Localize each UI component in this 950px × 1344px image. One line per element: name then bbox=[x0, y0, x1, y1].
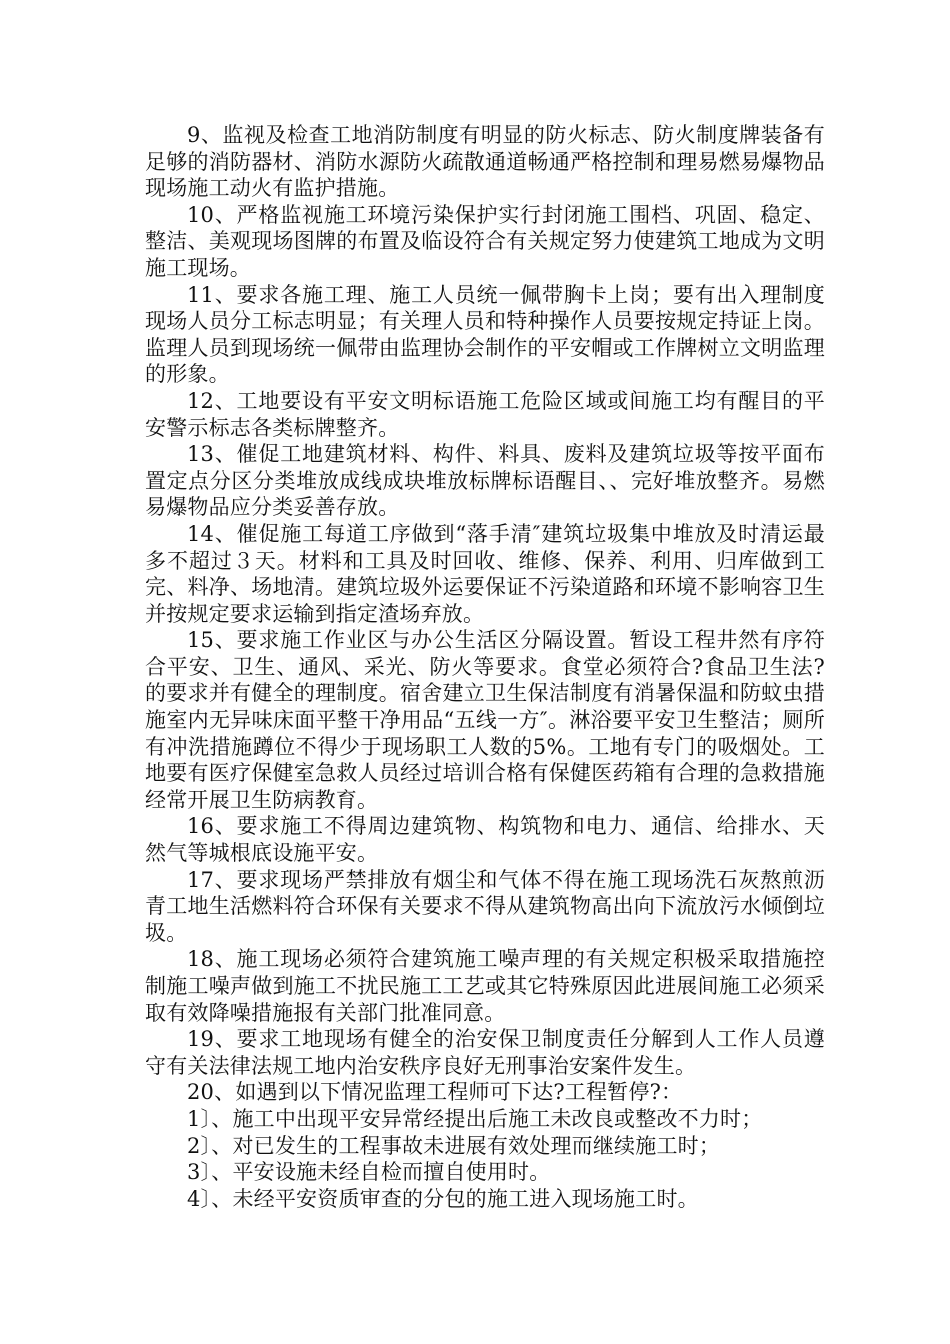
paragraph-item-15: 15、要求施工作业区与办公生活区分隔设置。暂设工程井然有序符合平安、卫生、通风、采光、防火等要求。食堂必须符合?食品卫生法?的要求并有健全的理制度。宿舍建立卫生保洁制度有消暑保温和防蚊虫措施室内无异味床面平整干净用品“五线一方″。淋浴要平安卫生整洁；厕所有冲洗措施蹲位不得少于现场职工人数的5%。工地有专门的吸烟处。工地要有医疗保健室急救人员经过培训合格有保健医药箱有合理的急救措施经常开展卫生防病教育。 bbox=[145, 628, 825, 812]
paragraph-item-20: 20、如遇到以下情况监理工程师可下达?工程暂停?： bbox=[187, 1080, 683, 1105]
paragraph-item-12: 12、工地要设有平安文明标语施工危险区域或间施工均有醒目的平安警示标志各类标牌整齐。 bbox=[145, 388, 825, 440]
sub-item-4: 4〕、未经平安资质审查的分包的施工进入现场施工时。 bbox=[187, 1186, 699, 1211]
paragraph-item-10: 10、严格监视施工环境污染保护实行封闭施工围档、巩固、稳定、整洁、美观现场图牌的布置及临设符合有关规定努力使建筑工地成为文明施工现场。 bbox=[145, 202, 825, 280]
sub-item-3: 3〕、平安设施未经自检而擅自使用时。 bbox=[187, 1160, 551, 1185]
paragraph-item-18: 18、施工现场必须符合建筑施工噪声理的有关规定积极采取措施控制施工噪声做到施工不扰民施工工艺或其它特殊原因此进展间施工必须采取有效降噪措施报有关部门批准同意。 bbox=[145, 947, 825, 1025]
sub-item-1: 1〕、施工中出现平安异常经提出后施工未改良或整改不力时； bbox=[187, 1106, 763, 1131]
paragraph-item-11: 11、要求各施工理、施工人员统一佩带胸卡上岗；要有出入理制度现场人员分工标志明显；有关理人员和特种操作人员要按规定持证上岗。监理人员到现场统一佩带由监理协会制作的平安帽或工作牌树立文明监理的形象。 bbox=[145, 282, 825, 387]
paragraph-item-14: 14、催促施工每道工序做到“落手清″建筑垃圾集中堆放及时清运最多不超过３天。材料和工具及时回收、维修、保养、利用、归库做到工完、料净、场地清。建筑垃圾外运要保证不污染道路和环境不影响容卫生并按规定要求运输到指定渣场弃放。 bbox=[145, 521, 825, 626]
paragraph-item-19: 19、要求工地现场有健全的治安保卫制度责任分解到人工作人员遵守有关法律法规工地内治安秩序良好无刑事治安案件发生。 bbox=[145, 1027, 825, 1078]
paragraph-item-13: 13、催促工地建筑材料、构件、料具、废料及建筑垃圾等按平面布置定点分区分类堆放成线成块堆放标牌标语醒目、、完好堆放整齐。易燃易爆物品应分类妥善存放。 bbox=[145, 442, 825, 520]
document-body bbox=[145, 122, 825, 1212]
paragraph-item-9: 9、监视及检查工地消防制度有明显的防火标志、防火制度牌装备有足够的消防器材、消防水源防火疏散通道畅通严格控制和理易燃易爆物品现场施工动火有监护措施。 bbox=[145, 123, 825, 201]
paragraph-item-16: 16、要求施工不得周边建筑物、构筑物和电力、通信、给排水、天然气等城根底设施平安。 bbox=[145, 814, 825, 866]
sub-item-2: 2〕、对已发生的工程事故未进展有效处理而继续施工时； bbox=[187, 1133, 721, 1158]
paragraph-item-17: 17、要求现场严禁排放有烟尘和气体不得在施工现场洗石灰熬煎沥青工地生活燃料符合环保有关要求不得从建筑物高出向下流放污水倾倒垃圾。 bbox=[145, 867, 825, 945]
